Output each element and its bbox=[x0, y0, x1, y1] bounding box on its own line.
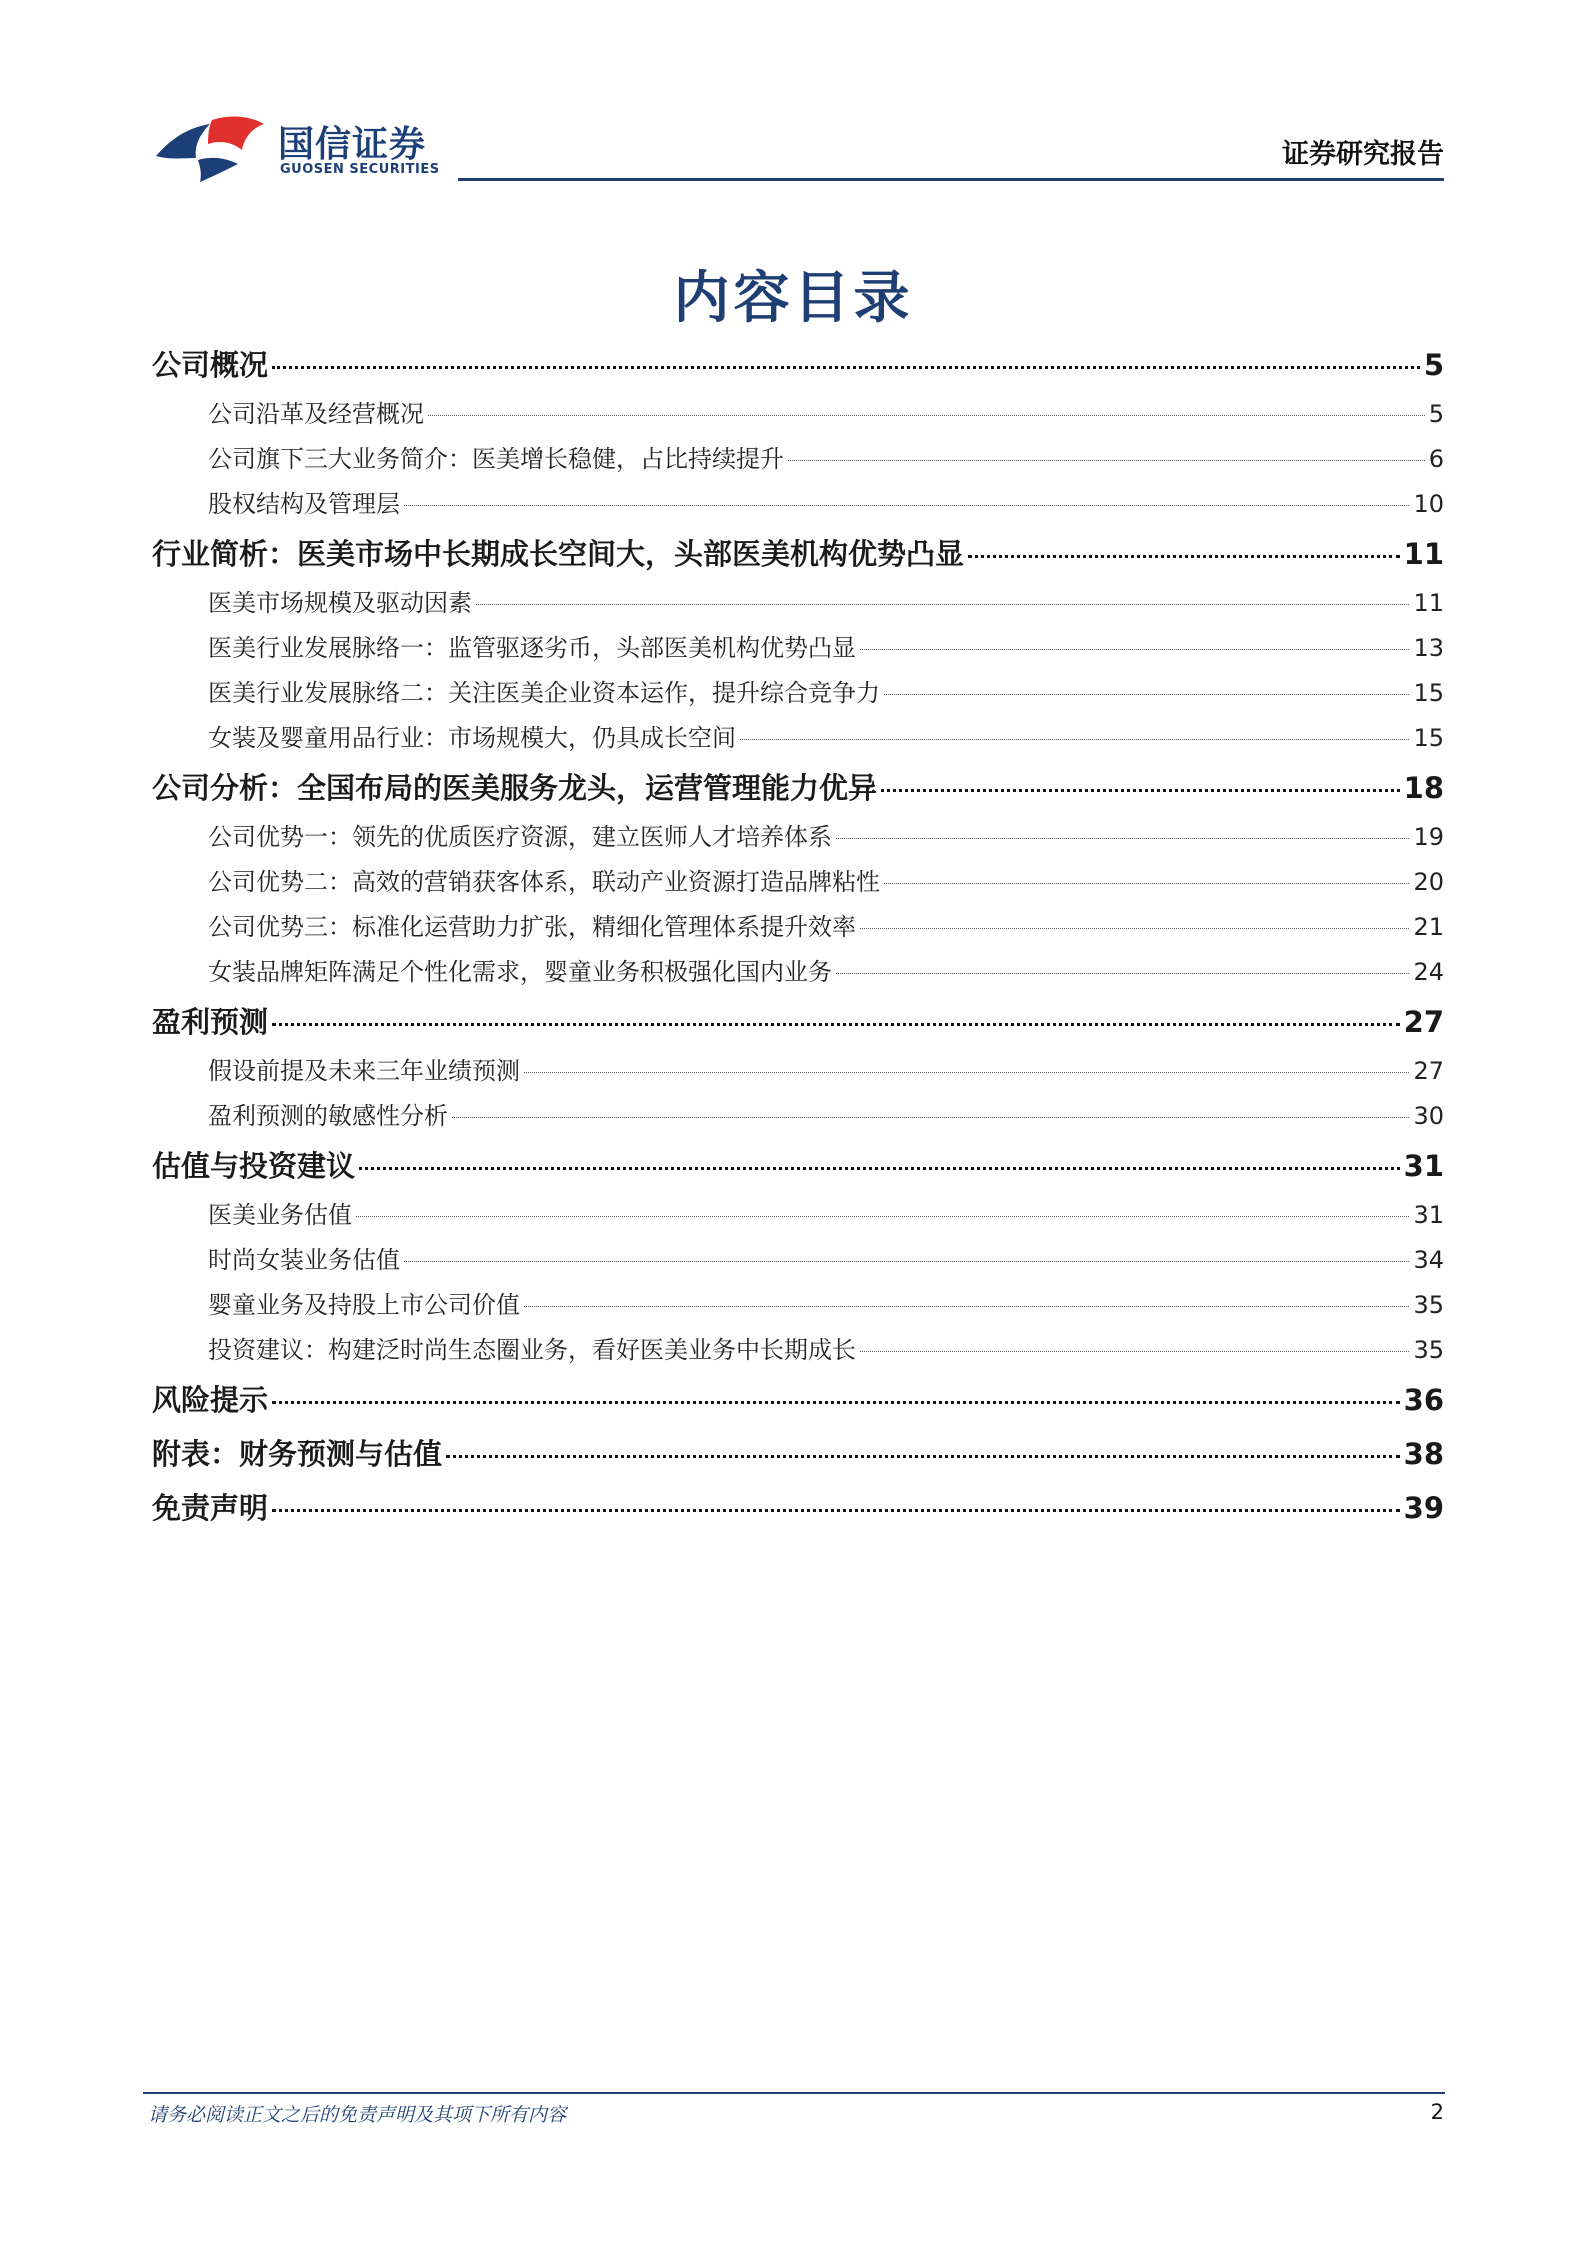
toc-subsection[interactable] bbox=[152, 671, 1444, 716]
toc-entry-label[interactable]: 假设前提及未来三年业绩预测 bbox=[208, 1057, 520, 1085]
dot-leader bbox=[404, 1261, 1409, 1262]
dot-leader bbox=[272, 1023, 1400, 1026]
toc-entry-label[interactable]: 女装品牌矩阵满足个性化需求，婴童业务积极强化国内业务 bbox=[208, 958, 832, 986]
dot-leader bbox=[740, 739, 1409, 740]
toc-subsection[interactable] bbox=[152, 905, 1444, 950]
footer-divider bbox=[143, 2092, 1445, 2094]
dot-leader bbox=[788, 460, 1425, 461]
toc-entry-label[interactable]: 盈利预测 bbox=[152, 1005, 269, 1039]
toc-entry-page[interactable]: 6 bbox=[1428, 445, 1444, 473]
toc-subsection[interactable] bbox=[152, 1094, 1444, 1139]
dot-leader bbox=[272, 1401, 1400, 1404]
toc-entry-label[interactable]: 盈利预测的敏感性分析 bbox=[208, 1102, 448, 1130]
toc-entry-label[interactable]: 公司优势一：领先的优质医疗资源，建立医师人才培养体系 bbox=[208, 823, 832, 851]
toc-subsection[interactable] bbox=[152, 581, 1444, 626]
dot-leader bbox=[881, 789, 1400, 792]
toc-subsection[interactable] bbox=[152, 1328, 1444, 1373]
toc-entry-page[interactable]: 38 bbox=[1403, 1437, 1444, 1471]
toc-subsection[interactable] bbox=[152, 815, 1444, 860]
toc-entry-label[interactable]: 医美市场规模及驱动因素 bbox=[208, 589, 472, 617]
toc-entry-label[interactable]: 公司旗下三大业务简介：医美增长稳健，占比持续提升 bbox=[208, 445, 784, 473]
toc-entry-label[interactable]: 医美业务估值 bbox=[208, 1201, 352, 1229]
dot-leader bbox=[524, 1072, 1409, 1073]
toc-entry-label[interactable]: 女装及婴童用品行业：市场规模大，仍具成长空间 bbox=[208, 724, 736, 752]
toc-entry-page[interactable]: 39 bbox=[1403, 1491, 1444, 1525]
toc-entry-label[interactable]: 公司概况 bbox=[152, 348, 269, 382]
page-title: 内容目录 bbox=[673, 266, 914, 331]
toc-subsection[interactable] bbox=[152, 860, 1444, 905]
toc-entry-page[interactable]: 31 bbox=[1403, 1149, 1444, 1183]
dot-leader bbox=[428, 415, 1425, 416]
toc-subsection[interactable] bbox=[152, 482, 1444, 527]
dot-leader bbox=[884, 883, 1409, 884]
toc-entry-label[interactable]: 行业简析：医美市场中长期成长空间大，头部医美机构优势凸显 bbox=[152, 537, 965, 571]
brand-name-cn: 国信证券 bbox=[278, 124, 427, 165]
toc-entry-page[interactable]: 35 bbox=[1413, 1336, 1444, 1364]
logo-mark-icon bbox=[152, 112, 270, 184]
page-number: 2 bbox=[1430, 2100, 1444, 2124]
toc-entry-label[interactable]: 公司优势三：标准化运营助力扩张，精细化管理体系提升效率 bbox=[208, 913, 856, 941]
toc-entry-label[interactable]: 附表：财务预测与估值 bbox=[152, 1437, 443, 1471]
toc-entry-page[interactable]: 11 bbox=[1403, 537, 1444, 571]
toc-entry-label[interactable]: 公司沿革及经营概况 bbox=[208, 400, 424, 428]
toc-entry-label[interactable]: 医美行业发展脉络一：监管驱逐劣币，头部医美机构优势凸显 bbox=[208, 634, 856, 662]
toc-entry-label[interactable]: 估值与投资建议 bbox=[152, 1149, 356, 1183]
header-divider bbox=[458, 178, 1444, 181]
toc-entry-page[interactable]: 5 bbox=[1423, 348, 1444, 382]
toc-section[interactable] bbox=[152, 1373, 1444, 1427]
toc-entry-page[interactable]: 36 bbox=[1403, 1383, 1444, 1417]
toc-section[interactable] bbox=[152, 995, 1444, 1049]
toc-entry-page[interactable]: 11 bbox=[1413, 589, 1444, 617]
toc-entry-page[interactable]: 13 bbox=[1413, 634, 1444, 662]
toc-entry-page[interactable]: 34 bbox=[1413, 1246, 1444, 1274]
toc-entry-page[interactable]: 27 bbox=[1403, 1005, 1444, 1039]
dot-leader bbox=[884, 694, 1409, 695]
toc-entry-page[interactable]: 5 bbox=[1428, 400, 1444, 428]
dot-leader bbox=[860, 1351, 1409, 1352]
dot-leader bbox=[446, 1455, 1400, 1458]
toc-entry-page[interactable]: 24 bbox=[1413, 958, 1444, 986]
toc-entry-page[interactable]: 31 bbox=[1413, 1201, 1444, 1229]
toc-section[interactable] bbox=[152, 1481, 1444, 1535]
toc-entry-label[interactable]: 股权结构及管理层 bbox=[208, 490, 400, 518]
toc-entry-label[interactable]: 公司优势二：高效的营销获客体系，联动产业资源打造品牌粘性 bbox=[208, 868, 880, 896]
toc-entry-label[interactable]: 投资建议：构建泛时尚生态圈业务，看好医美业务中长期成长 bbox=[208, 1336, 856, 1364]
dot-leader bbox=[836, 838, 1409, 839]
footer-disclaimer: 请务必阅读正文之后的免责声明及其项下所有内容 bbox=[148, 2104, 567, 2126]
toc-subsection[interactable] bbox=[152, 950, 1444, 995]
toc-entry-page[interactable]: 10 bbox=[1413, 490, 1444, 518]
brand-name-en: GUOSEN SECURITIES bbox=[280, 162, 440, 177]
dot-leader bbox=[404, 505, 1409, 506]
toc-entry-page[interactable]: 27 bbox=[1413, 1057, 1444, 1085]
dot-leader bbox=[356, 1216, 1409, 1217]
toc-entry-page[interactable]: 35 bbox=[1413, 1291, 1444, 1319]
dot-leader bbox=[476, 604, 1409, 605]
dot-leader bbox=[968, 555, 1400, 558]
report-type-label: 证券研究报告 bbox=[1282, 139, 1444, 170]
toc-entry-page[interactable]: 19 bbox=[1413, 823, 1444, 851]
toc-section[interactable] bbox=[152, 1139, 1444, 1193]
toc-entry-label[interactable]: 医美行业发展脉络二：关注医美企业资本运作，提升综合竞争力 bbox=[208, 679, 880, 707]
toc-section[interactable] bbox=[152, 338, 1444, 392]
toc-subsection[interactable] bbox=[152, 1193, 1444, 1238]
toc-entry-page[interactable]: 30 bbox=[1413, 1102, 1444, 1130]
toc-entry-page[interactable]: 20 bbox=[1413, 868, 1444, 896]
dot-leader bbox=[272, 366, 1420, 369]
toc-entry-page[interactable]: 21 bbox=[1413, 913, 1444, 941]
toc-entry-page[interactable]: 15 bbox=[1413, 679, 1444, 707]
dot-leader bbox=[272, 1509, 1400, 1512]
dot-leader bbox=[359, 1167, 1400, 1170]
toc-subsection[interactable] bbox=[152, 626, 1444, 671]
toc-subsection[interactable] bbox=[152, 716, 1444, 761]
toc-section[interactable] bbox=[152, 761, 1444, 815]
toc-subsection[interactable] bbox=[152, 392, 1444, 437]
table-of-contents bbox=[152, 338, 1444, 1535]
dot-leader bbox=[452, 1117, 1409, 1118]
toc-subsection[interactable] bbox=[152, 437, 1444, 482]
dot-leader bbox=[836, 973, 1409, 974]
toc-entry-page[interactable]: 15 bbox=[1413, 724, 1444, 752]
toc-entry-label[interactable]: 时尚女装业务估值 bbox=[208, 1246, 400, 1274]
dot-leader bbox=[860, 649, 1409, 650]
toc-subsection[interactable] bbox=[152, 1049, 1444, 1094]
toc-entry-label[interactable]: 婴童业务及持股上市公司价值 bbox=[208, 1291, 520, 1319]
toc-subsection[interactable] bbox=[152, 1238, 1444, 1283]
dot-leader bbox=[524, 1306, 1409, 1307]
toc-entry-label[interactable]: 免责声明 bbox=[152, 1491, 269, 1525]
toc-entry-label[interactable]: 风险提示 bbox=[152, 1383, 269, 1417]
toc-subsection[interactable] bbox=[152, 1283, 1444, 1328]
toc-entry-page[interactable]: 18 bbox=[1403, 771, 1444, 805]
guosen-logo bbox=[152, 112, 452, 184]
dot-leader bbox=[860, 928, 1409, 929]
page-header bbox=[0, 0, 1587, 190]
toc-section[interactable] bbox=[152, 1427, 1444, 1481]
toc-entry-label[interactable]: 公司分析：全国布局的医美服务龙头，运营管理能力优异 bbox=[152, 771, 878, 805]
toc-section[interactable] bbox=[152, 527, 1444, 581]
